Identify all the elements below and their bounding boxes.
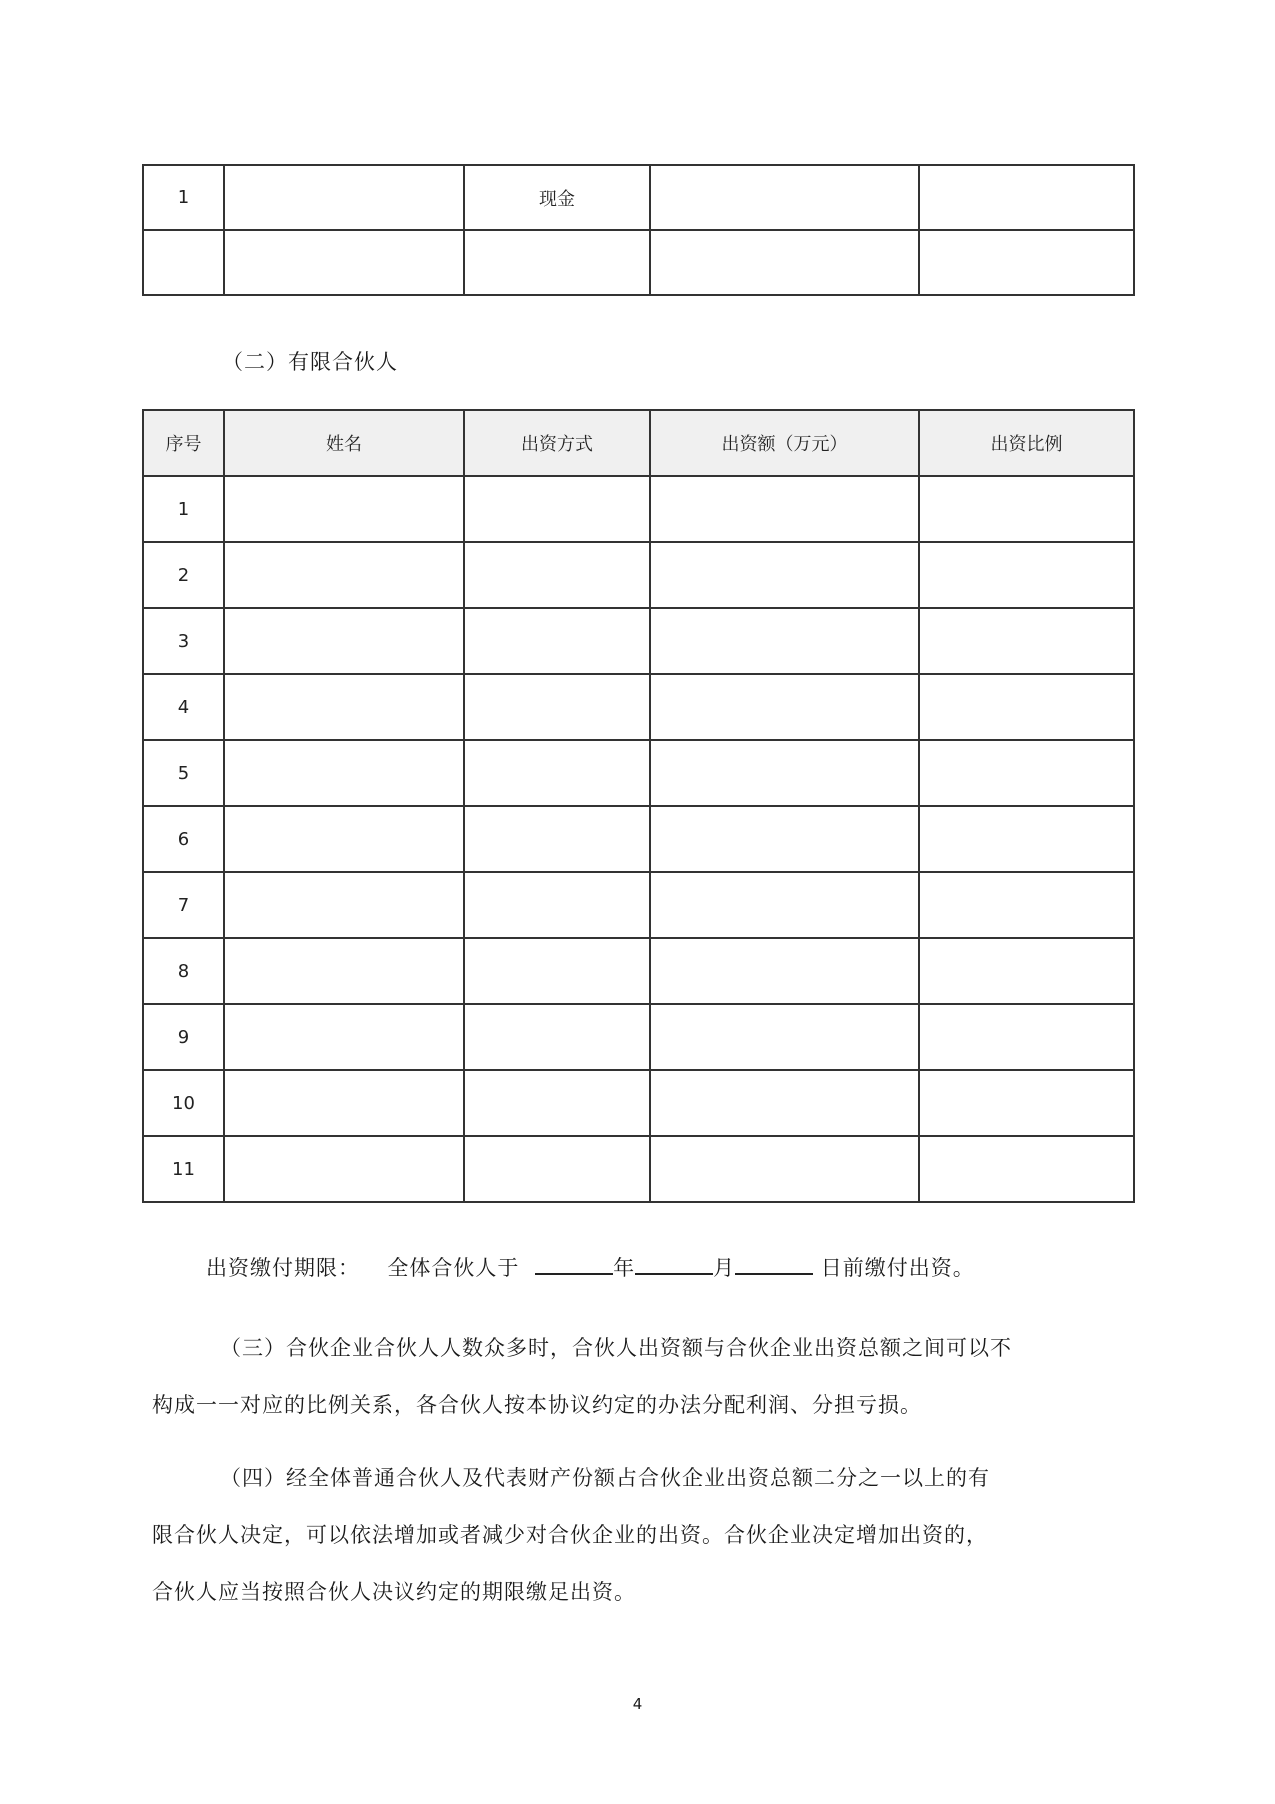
payment-deadline-text-before: 全体合伙人于 (387, 1256, 520, 1280)
cell-method (464, 872, 650, 938)
header-method: 出资方式 (464, 410, 650, 476)
limited-partner-table (142, 409, 1135, 1203)
cell-amount (650, 230, 919, 295)
cell-amount (650, 1070, 919, 1136)
clause-3 (152, 1320, 1012, 1434)
cell-method (464, 806, 650, 872)
clause-4 (152, 1450, 990, 1621)
cell-ratio (919, 608, 1134, 674)
table-row (143, 872, 1134, 938)
cell-no: 6 (143, 806, 224, 872)
cell-method (464, 674, 650, 740)
cell-amount (650, 1136, 919, 1202)
year-label: 年 (613, 1256, 636, 1280)
cell-ratio (919, 806, 1134, 872)
cell-method (464, 938, 650, 1004)
cell-ratio (919, 674, 1134, 740)
table-row (143, 674, 1134, 740)
cell-name (224, 674, 464, 740)
cell-amount (650, 1004, 919, 1070)
page-number: 4 (632, 1695, 643, 1713)
cell-name (224, 476, 464, 542)
cell-method (464, 476, 650, 542)
cell-no: 1 (143, 165, 224, 230)
general-partner-table (142, 164, 1135, 296)
cell-name (224, 872, 464, 938)
table-row (143, 476, 1134, 542)
cell-no: 10 (143, 1070, 224, 1136)
cell-no: 3 (143, 608, 224, 674)
header-name: 姓名 (224, 410, 464, 476)
cell-method (464, 230, 650, 295)
payment-deadline-label: 出资缴付期限： (206, 1256, 360, 1280)
cell-no: 4 (143, 674, 224, 740)
cell-ratio (919, 1070, 1134, 1136)
cell-no: 7 (143, 872, 224, 938)
header-ratio: 出资比例 (919, 410, 1134, 476)
cell-name (224, 542, 464, 608)
clause-4-line-3: 合伙人应当按照合伙人决议约定的期限缴足出资。 (152, 1580, 636, 1604)
cell-amount (650, 476, 919, 542)
limited-partner-heading: （二）有限合伙人 (222, 350, 398, 374)
cell-ratio (919, 476, 1134, 542)
cell-name (224, 806, 464, 872)
cell-name (224, 938, 464, 1004)
clause-4-line-1: （四）经全体普通合伙人及代表财产份额占合伙企业出资总额二分之一以上的有 (220, 1466, 990, 1490)
cell-ratio (919, 740, 1134, 806)
cell-ratio (919, 1136, 1134, 1202)
cell-name (224, 1136, 464, 1202)
cell-amount (650, 165, 919, 230)
table-row (143, 1004, 1134, 1070)
cell-name (224, 608, 464, 674)
table-row (143, 938, 1134, 1004)
cell-no: 1 (143, 476, 224, 542)
cell-no: 11 (143, 1136, 224, 1202)
cell-method (464, 740, 650, 806)
table-row (143, 230, 1134, 295)
cell-ratio (919, 230, 1134, 295)
table-row (143, 1136, 1134, 1202)
cell-amount (650, 740, 919, 806)
table-row (143, 806, 1134, 872)
cell-no: 5 (143, 740, 224, 806)
cell-name (224, 165, 464, 230)
cell-no: 8 (143, 938, 224, 1004)
header-amount: 出资额（万元） (650, 410, 919, 476)
month-blank[interactable] (635, 1253, 713, 1275)
cell-amount (650, 938, 919, 1004)
table-row (143, 608, 1134, 674)
cell-method (464, 1136, 650, 1202)
cell-ratio (919, 165, 1134, 230)
cell-method (464, 608, 650, 674)
table-header-row (143, 410, 1134, 476)
cell-name (224, 230, 464, 295)
cell-name (224, 1004, 464, 1070)
cell-name (224, 740, 464, 806)
payment-deadline (206, 1240, 975, 1297)
cell-amount (650, 806, 919, 872)
cell-ratio (919, 872, 1134, 938)
table-row (143, 1070, 1134, 1136)
cell-ratio (919, 542, 1134, 608)
cell-ratio (919, 1004, 1134, 1070)
table-row (143, 165, 1134, 230)
cell-name (224, 1070, 464, 1136)
clause-3-line-1: （三）合伙企业合伙人人数众多时，合伙人出资额与合伙企业出资总额之间可以不 (220, 1336, 1012, 1360)
year-blank[interactable] (535, 1253, 613, 1275)
clause-3-line-2: 构成一一对应的比例关系，各合伙人按本协议约定的办法分配利润、分担亏损。 (152, 1393, 922, 1417)
cell-method (464, 1004, 650, 1070)
month-label: 月 (713, 1256, 736, 1280)
table-row (143, 542, 1134, 608)
clause-4-line-2: 限合伙人决定，可以依法增加或者减少对合伙企业的出资。合伙企业决定增加出资的， (152, 1523, 988, 1547)
cell-no (143, 230, 224, 295)
cell-amount (650, 674, 919, 740)
table-row (143, 740, 1134, 806)
header-no: 序号 (143, 410, 224, 476)
cell-no: 9 (143, 1004, 224, 1070)
payment-deadline-text-after: 日前缴付出资。 (820, 1256, 975, 1280)
cell-amount (650, 608, 919, 674)
cell-amount (650, 542, 919, 608)
cell-method (464, 1070, 650, 1136)
cell-amount (650, 872, 919, 938)
cell-no: 2 (143, 542, 224, 608)
day-blank[interactable] (735, 1253, 813, 1275)
cell-method (464, 542, 650, 608)
cell-ratio (919, 938, 1134, 1004)
cell-method: 现金 (464, 165, 650, 230)
